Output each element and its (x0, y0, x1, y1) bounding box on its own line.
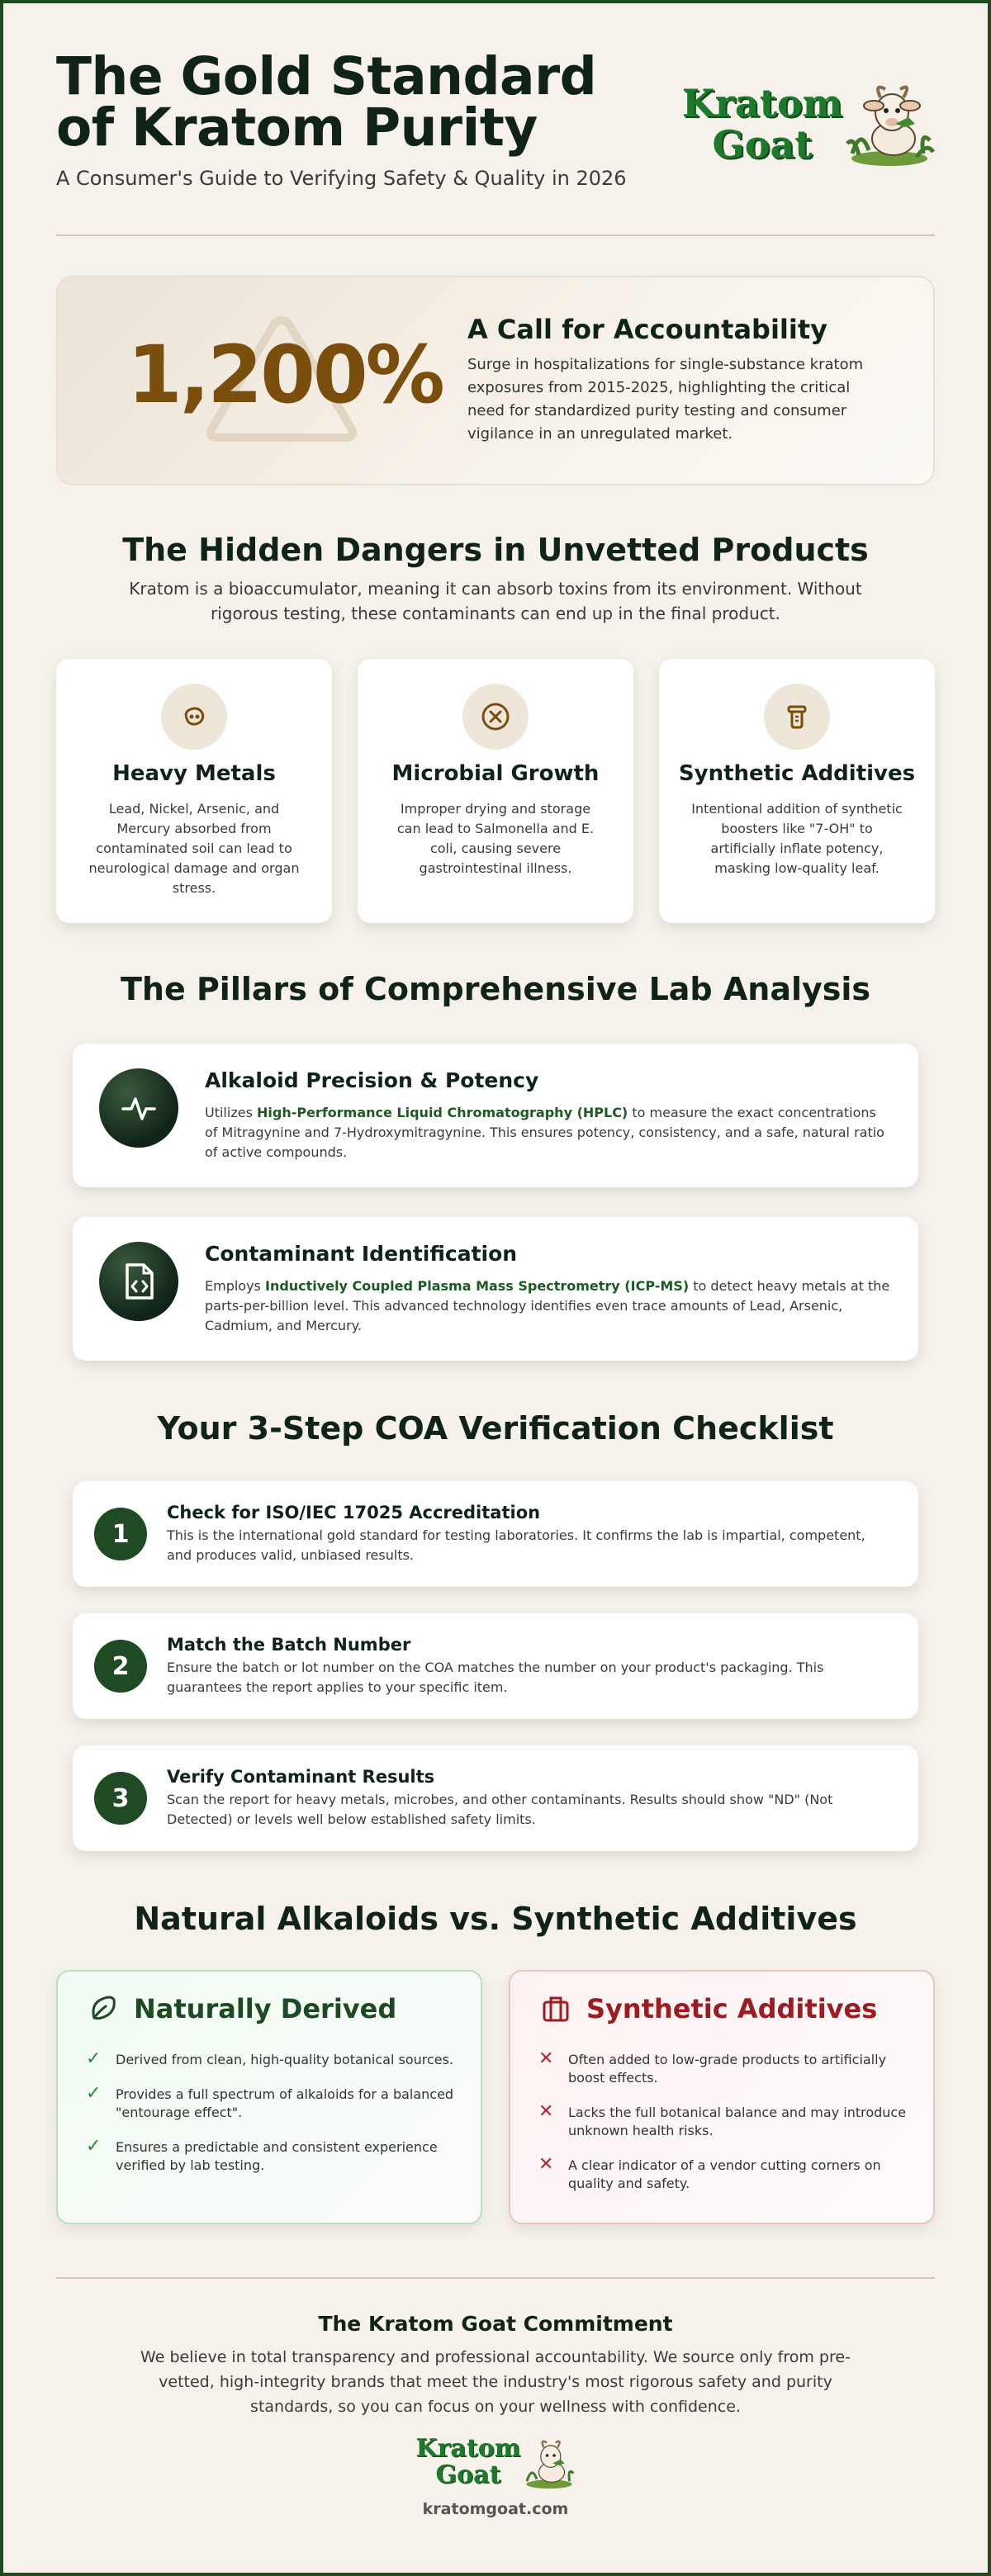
pillar-title: Contaminant Identification (205, 1242, 518, 1266)
danger-text: Lead, Nickel, Arsenic, and Mercury absorbed from contaminated soil can lead to neurological damage and organ stress. (88, 801, 300, 896)
synthetic-additives-card (509, 1970, 935, 2224)
step-title: Match the Batch Number (167, 1635, 411, 1655)
pillar-text-pre: Utilizes (205, 1105, 257, 1120)
danger-card-microbial-growth (358, 659, 633, 923)
danger-card-synthetic-additives (659, 659, 935, 923)
list-item (538, 2048, 915, 2087)
pillar-text-method: Inductively Coupled Plasma Mass Spectrometry (ICP-MS) (264, 1278, 690, 1294)
footer-url-link[interactable]: kratomgoat.com (422, 2500, 569, 2518)
header (56, 46, 935, 200)
danger-text: Intentional addition of synthetic boosters like "7-OH" to artificially inflate potency, masking low-quality leaf. (691, 801, 903, 876)
footer-logo[interactable] (415, 2436, 576, 2497)
stat-description: Surge in hospitalizations for single-substance kratom exposures from 2015-2025, highlighting the critical need for standardized purity testing and consumer vigilance in an unregulated market. (467, 356, 864, 443)
danger-title: Microbial Growth (391, 761, 600, 786)
logo-wordmark (672, 83, 852, 165)
list-item-text: Lacks the full botanical balance and may introduce unknown health risks. (568, 2105, 907, 2138)
natural-benefits-list (86, 2048, 462, 2191)
compare-title: Natural Alkaloids vs. Synthetic Additives (134, 1901, 857, 1937)
pillar-text-post: to detect heavy metals at the parts-per-billion level. This advanced technology identifies even trace amounts of Lead, Arsenic, Cadmium, and Mercury. (205, 1278, 890, 1333)
step-number: 2 (94, 1640, 147, 1693)
list-item (86, 2048, 462, 2069)
step-text: Scan the report for heavy metals, microbes, and other contaminants. Results should show "ND" (Not Detected) or levels well below established safety limits. (167, 1792, 833, 1827)
step-text: This is the international gold standard for testing laboratories. It confirms the lab is impartial, competent, and produces valid, unbiased results. (167, 1527, 865, 1563)
leaf-icon (88, 1993, 119, 2024)
logo-line-1: Kratom (681, 81, 843, 125)
step-number: 3 (94, 1772, 147, 1825)
naturally-derived-card (56, 1970, 482, 2224)
step-text: Ensure the batch or lot number on the COA matches the number on your product's packaging. This guarantees the report applies to your specific item. (167, 1660, 824, 1695)
pillar-card-contaminant (73, 1217, 918, 1361)
compare-header (88, 1993, 396, 2024)
logo-line-2: Goat (712, 122, 813, 167)
list-item-text: Ensures a predictable and consistent experience verified by lab testing. (116, 2139, 438, 2173)
x-mark-icon: ✕ (538, 2101, 554, 2122)
pillar-text-method: High-Performance Liquid Chromatography (HPLC) (256, 1105, 628, 1120)
commitment-title: The Kratom Goat Commitment (318, 2312, 673, 2336)
list-item-text: Often added to low-grade products to artificially boost effects. (568, 2052, 887, 2086)
stat-card (56, 276, 935, 485)
check-icon: ✓ (86, 2136, 102, 2157)
dangers-title: The Hidden Dangers in Unvetted Products (122, 532, 869, 568)
check-icon: ✓ (86, 2048, 102, 2069)
compare-header (540, 1993, 877, 2024)
danger-text: Improper drying and storage can lead to Salmonella and E. coli, causing severe gastrointestinal illness. (396, 801, 595, 876)
list-item (538, 2154, 915, 2193)
checklist-step (73, 1481, 918, 1587)
goat-mascot-icon (844, 78, 935, 168)
pillars-title: The Pillars of Comprehensive Lab Analysis (120, 971, 871, 1007)
footer-logo-wordmark (415, 2436, 522, 2488)
danger-card-heavy-metals (56, 659, 332, 923)
stat-value: 1,200% (127, 329, 443, 421)
commitment-text: We believe in total transparency and professional accountability. We source only from pre-vetted, high-integrity brands that meet the industry's most rigorous safety and purity standards, so you can focus on your wellness with confidence. (140, 2348, 851, 2416)
pulse-icon (99, 1068, 178, 1148)
footer-divider (56, 2277, 935, 2279)
list-item-text: Derived from clean, high-quality botanical sources. (116, 2052, 454, 2067)
pillar-text (205, 1276, 890, 1336)
footer-logo-line-2: Goat (435, 2460, 501, 2489)
goat-mascot-icon (522, 2436, 576, 2490)
x-circle-icon (462, 684, 529, 750)
code-file-icon (99, 1242, 178, 1321)
danger-title: Heavy Metals (112, 761, 276, 786)
dangers-intro: Kratom is a bioaccumulator, meaning it can absorb toxins from its environment. Without rigorous testing, these contaminants can end up in the final product. (129, 579, 862, 623)
compare-card-title: Synthetic Additives (586, 1993, 878, 2024)
list-item (86, 2083, 462, 2122)
page-subtitle: A Consumer's Guide to Verifying Safety & Quality in 2026 (56, 167, 627, 190)
step-title: Verify Contaminant Results (167, 1767, 435, 1787)
heavy-metal-icon (161, 684, 227, 750)
step-title: Check for ISO/IEC 17025 Accreditation (167, 1503, 541, 1522)
list-item-text: Provides a full spectrum of alkaloids for a balanced "entourage effect". (116, 2086, 454, 2120)
check-icon: ✓ (86, 2083, 102, 2104)
pillar-text-pre: Employs (205, 1278, 265, 1294)
x-mark-icon: ✕ (538, 2154, 554, 2175)
pillar-title: Alkaloid Precision & Potency (205, 1068, 539, 1092)
header-divider (56, 234, 935, 236)
danger-title: Synthetic Additives (678, 761, 916, 786)
list-item-text: A clear indicator of a vendor cutting corners on quality and safety. (568, 2157, 881, 2191)
list-item (86, 2138, 462, 2175)
brand-logo[interactable] (672, 78, 935, 177)
stat-title: A Call for Accountability (467, 314, 827, 345)
checklist-title: Your 3-Step COA Verification Checklist (157, 1410, 834, 1447)
checklist-step (73, 1613, 918, 1719)
footer-logo-line-1: Kratom (415, 2434, 521, 2463)
pillar-text-post: to measure the exact concentrations of Mitragynine and 7-Hydroxymitragynine. This ensures potency, consistency, and a safe, natural ratio of active compounds. (205, 1105, 884, 1160)
vial-icon (764, 684, 830, 750)
step-number: 1 (94, 1508, 147, 1560)
list-item (538, 2101, 915, 2140)
synthetic-risks-list (538, 2048, 915, 2209)
compare-card-title: Naturally Derived (134, 1993, 397, 2024)
page-title: The Gold Standard of Kratom Purity (56, 46, 597, 158)
pillar-text (205, 1103, 890, 1163)
x-mark-icon: ✕ (538, 2048, 554, 2069)
pillar-card-alkaloid (73, 1044, 918, 1187)
flask-box-icon (540, 1993, 571, 2024)
checklist-step (73, 1745, 918, 1851)
